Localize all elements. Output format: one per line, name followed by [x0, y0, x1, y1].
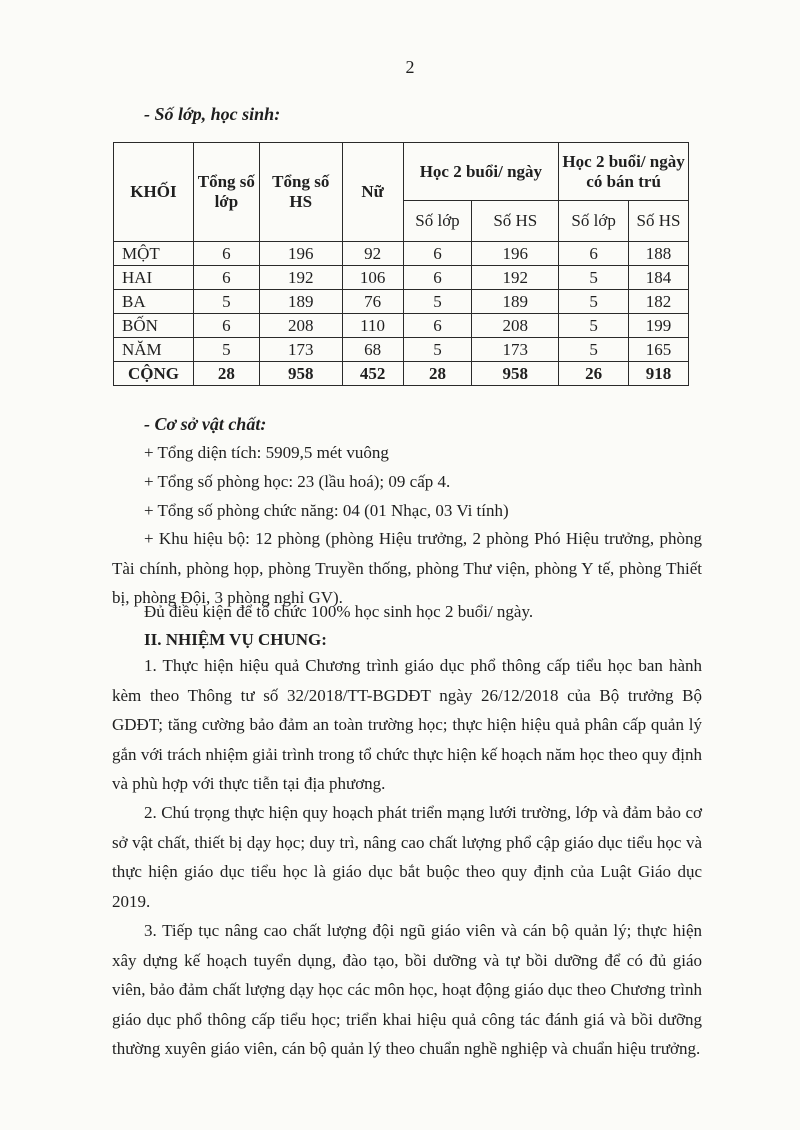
header-tong-so-lop: Tổng số lớp	[193, 143, 259, 242]
task-paragraph: 1. Thực hiện hiệu quả Chương trình giáo dục phổ thông cấp tiểu học ban hành kèm theo Thông tư số 32/2018/TT-BGDĐT ngày 26/12/2018 của Bộ trưởng Bộ GDĐT; tăng cường bảo đảm an toàn trường học; thực hiện hiệu quả phân cấp quản lý gắn với trách nhiệm giải trình trong tổ chức thực hiện kế hoạch năm học theo quy định và phù hợp với thực tiễn tại địa phương.	[112, 656, 702, 794]
cell-value: 5	[403, 290, 472, 314]
cell-khoi: BỐN	[114, 314, 194, 338]
subheader-so-lop: Số lớp	[403, 201, 472, 242]
cell-khoi: BA	[114, 290, 194, 314]
cell-value: 5	[559, 266, 629, 290]
cell-value: 196	[472, 242, 559, 266]
cell-value: 26	[559, 362, 629, 386]
table-row	[114, 338, 689, 362]
cell-value: 6	[193, 266, 259, 290]
cell-value: 173	[472, 338, 559, 362]
facility-item: + Tổng số phòng học: 23 (lầu hoá); 09 cấp 4.	[144, 472, 451, 491]
cell-khoi: MỘT	[114, 242, 194, 266]
cell-value: 5	[559, 338, 629, 362]
header-hoc-2-buoi-ban-tru: Học 2 buổi/ ngày có bán trú	[559, 143, 689, 201]
cell-value: 918	[629, 362, 689, 386]
cell-value: 189	[472, 290, 559, 314]
cell-value: 92	[342, 242, 403, 266]
header-khoi: KHỐI	[114, 143, 194, 242]
task-paragraph: 2. Chú trọng thực hiện quy hoạch phát triển mạng lưới trường, lớp và đảm bảo cơ sở vật chất, thiết bị dạy học; duy trì, nâng cao chất lượng phổ cập giáo dục tiểu học và thực hiện giáo dục tiểu học là giáo dục bắt buộc theo quy định của Luật Giáo dục 2019.	[112, 803, 702, 911]
cell-value: 6	[559, 242, 629, 266]
cell-value: 196	[259, 242, 342, 266]
header-tong-so-hs: Tổng số HS	[259, 143, 342, 242]
table-row	[114, 290, 689, 314]
cell-value: 6	[403, 266, 472, 290]
subheader-so-hs: Số HS	[629, 201, 689, 242]
cell-khoi: CỘNG	[114, 362, 194, 386]
task-paragraph: 3. Tiếp tục nâng cao chất lượng đội ngũ giáo viên và cán bộ quản lý; thực hiện xây dựng kế hoạch tuyển dụng, đào tạo, bồi dưỡng và tự bồi dưỡng để có đủ giáo viên, bảo đảm chất lượng dạy học các môn học, hoạt động giáo dục theo Chương trình giáo dục phổ thông cấp tiểu học; triển khai hiệu quả công tác đánh giá và bồi dưỡng thường xuyên giáo viên, cán bộ quản lý theo chuẩn nghề nghiệp và chuẩn hiệu trưởng.	[112, 921, 702, 1059]
cell-value: 5	[193, 338, 259, 362]
table-total-row	[114, 362, 689, 386]
subheader-so-hs: Số HS	[472, 201, 559, 242]
cell-value: 6	[193, 242, 259, 266]
cell-value: 192	[472, 266, 559, 290]
general-tasks-heading: II. NHIỆM VỤ CHUNG:	[144, 630, 327, 649]
table-row	[114, 242, 689, 266]
cell-value: 6	[403, 314, 472, 338]
cell-value: 452	[342, 362, 403, 386]
facility-item: + Tổng diện tích: 5909,5 mét vuông	[144, 443, 389, 462]
header-nu: Nữ	[342, 143, 403, 242]
cell-value: 5	[559, 290, 629, 314]
cell-value: 106	[342, 266, 403, 290]
cell-value: 189	[259, 290, 342, 314]
cell-value: 208	[472, 314, 559, 338]
cell-value: 5	[403, 338, 472, 362]
cell-value: 28	[403, 362, 472, 386]
cell-value: 182	[629, 290, 689, 314]
students-section-label: - Số lớp, học sinh:	[144, 104, 281, 124]
facility-conclusion: Đủ điều kiện để tổ chức 100% học sinh học 2 buổi/ ngày.	[144, 602, 534, 621]
cell-value: 184	[629, 266, 689, 290]
cell-value: 192	[259, 266, 342, 290]
facilities-section-label: - Cơ sở vật chất:	[144, 414, 267, 434]
cell-value: 28	[193, 362, 259, 386]
header-hoc-2-buoi: Học 2 buổi/ ngày	[403, 143, 559, 201]
cell-value: 5	[193, 290, 259, 314]
table-row	[114, 314, 689, 338]
cell-value: 958	[472, 362, 559, 386]
cell-khoi: HAI	[114, 266, 194, 290]
page-number: 2	[405, 57, 415, 77]
cell-value: 68	[342, 338, 403, 362]
facility-item: + Tổng số phòng chức năng: 04 (01 Nhạc, 03 Vi tính)	[144, 501, 509, 520]
cell-value: 188	[629, 242, 689, 266]
cell-value: 5	[559, 314, 629, 338]
cell-value: 208	[259, 314, 342, 338]
cell-khoi: NĂM	[114, 338, 194, 362]
cell-value: 173	[259, 338, 342, 362]
cell-value: 958	[259, 362, 342, 386]
table-row	[114, 266, 689, 290]
cell-value: 6	[193, 314, 259, 338]
student-stats-table	[113, 142, 689, 386]
cell-value: 6	[403, 242, 472, 266]
facility-item: + Khu hiệu bộ: 12 phòng (phòng Hiệu trưởng, 2 phòng Phó Hiệu trưởng, phòng Tài chính, phòng họp, phòng Truyền thống, phòng Thư viện, phòng Y tế, phòng Thiết bị, phòng Đội, 3 phòng nghỉ GV).	[112, 529, 702, 608]
cell-value: 76	[342, 290, 403, 314]
cell-value: 165	[629, 338, 689, 362]
cell-value: 110	[342, 314, 403, 338]
cell-value: 199	[629, 314, 689, 338]
subheader-so-lop: Số lớp	[559, 201, 629, 242]
